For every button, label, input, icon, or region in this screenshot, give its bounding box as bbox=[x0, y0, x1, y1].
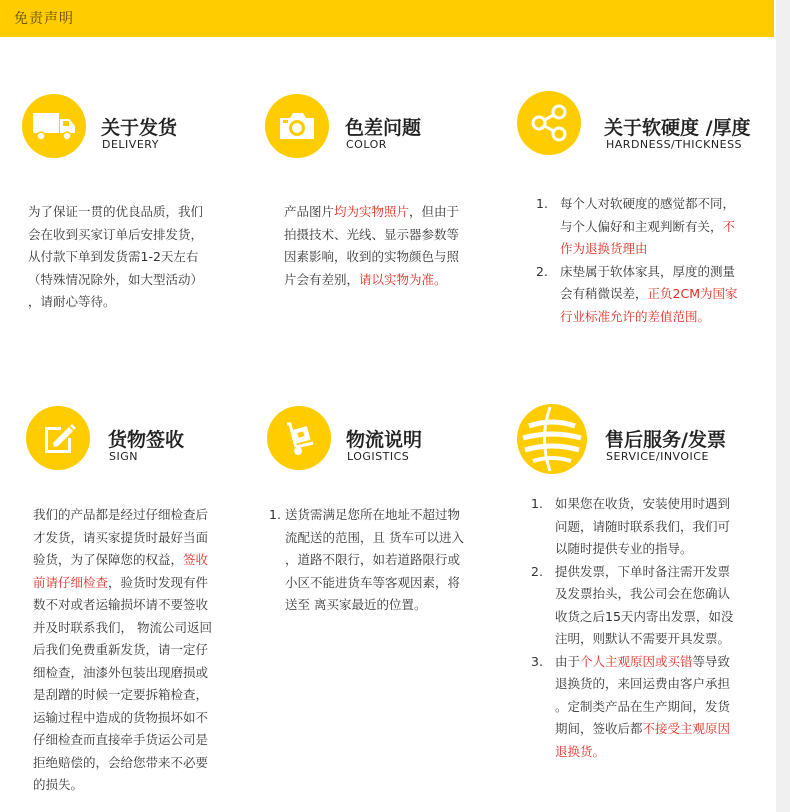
card-text bbox=[284, 201, 504, 291]
text-seg-highlight: 前请仔细检查 bbox=[33, 574, 109, 590]
text-seg: 由于 bbox=[555, 653, 581, 669]
text-seg-highlight: 不 bbox=[722, 218, 736, 234]
text-line: 退换货的，来回运费由客户承担 bbox=[555, 676, 731, 691]
text-line: 拍摄技术、光线、显示器参数等 bbox=[284, 226, 460, 242]
text-line: 仔细检查而直接牵手货运公司是 bbox=[33, 732, 209, 747]
text-line: 并及时联系我们， 物流公司返回 bbox=[33, 619, 212, 635]
globe-icon bbox=[517, 404, 587, 474]
text-seg: 与个人偏好和主观判断有关， bbox=[560, 218, 723, 234]
card-title: 物流说明 bbox=[346, 429, 423, 451]
text-line bbox=[33, 549, 253, 572]
text-line: 行业标准允许的差值范围。 bbox=[560, 308, 711, 324]
card-title: 关于发货 bbox=[101, 117, 178, 139]
text-line: 及发票抬头，我公司会在您确认 bbox=[555, 586, 731, 601]
numbered-list bbox=[269, 504, 497, 617]
card-text bbox=[33, 504, 253, 797]
text-line: 数不对或者运输损坏请不要签收 bbox=[33, 597, 209, 612]
card-subtitle: COLOR bbox=[346, 138, 387, 151]
text-line: ，请耐心等待。 bbox=[28, 294, 116, 309]
list-number: 1. bbox=[536, 196, 548, 211]
text-line: 每个人对软硬度的感觉都不同， bbox=[560, 196, 736, 211]
text-line: 床垫属于软体家具，厚度的测量 bbox=[560, 263, 736, 279]
text-line: 送至 离买家最近的位置。 bbox=[285, 597, 427, 612]
card-subtitle: SERVICE/INVOICE bbox=[606, 450, 709, 463]
text-line: 提供发票，下单时备注需开发票 bbox=[555, 563, 731, 579]
list-number: 2. bbox=[531, 563, 543, 579]
list-number: 3. bbox=[531, 653, 543, 669]
text-line bbox=[555, 651, 771, 674]
text-line: 送货需满足您所在地址不超过物 bbox=[285, 507, 461, 522]
text-seg-highlight: 个人主观原因或买错 bbox=[580, 653, 693, 669]
pen-icon bbox=[26, 406, 90, 470]
text-line bbox=[555, 718, 771, 741]
list-item bbox=[531, 651, 771, 764]
text-line: 从付款下单到发货需1-2天左右 bbox=[28, 249, 199, 264]
text-line: 为了保证一贯的优良品质，我们 bbox=[28, 204, 204, 219]
text-line: 拒绝赔偿的，会给您带来不必要 bbox=[33, 754, 209, 770]
numbered-list bbox=[536, 193, 768, 328]
text-line: 小区不能进货车等客观因素，将 bbox=[285, 574, 461, 590]
text-line: 后我们免费重新发货，请一定仔 bbox=[33, 642, 209, 657]
camera-icon bbox=[265, 94, 329, 158]
text-line: （特殊情况除外，如大型活动） bbox=[28, 271, 204, 287]
card-subtitle: SIGN bbox=[109, 450, 138, 463]
text-seg: 期间，签收后都 bbox=[555, 721, 643, 736]
list-item bbox=[269, 504, 497, 617]
text-seg-highlight: 不接受主观原因 bbox=[642, 721, 731, 736]
card-text bbox=[269, 504, 497, 617]
card-title: 售后服务/发票 bbox=[605, 429, 726, 451]
header-title: 免责声明 bbox=[14, 11, 74, 27]
header-bar bbox=[0, 0, 774, 37]
text-line: 会在收到买家订单后安排发货， bbox=[28, 226, 204, 242]
text-line: 以随时提供专业的指导。 bbox=[555, 541, 693, 556]
text-seg-highlight: 签收 bbox=[183, 552, 209, 567]
list-item bbox=[531, 561, 771, 651]
text-seg: 等导致 bbox=[692, 653, 731, 669]
text-seg: ，验货时发现有件 bbox=[108, 574, 209, 590]
text-line: 细检查，油漆外包装出现磨损或 bbox=[33, 664, 209, 680]
list-number: 1. bbox=[269, 507, 281, 522]
list-item bbox=[536, 193, 768, 261]
text-line: 的损失。 bbox=[33, 777, 84, 792]
list-item bbox=[536, 261, 768, 329]
list-item bbox=[531, 493, 771, 561]
text-seg: ，但由于 bbox=[409, 204, 460, 219]
text-line: 如果您在收货，安装使用时遇到 bbox=[555, 496, 731, 511]
list-number: 1. bbox=[531, 496, 543, 511]
text-seg-highlight: 均为实物照片 bbox=[334, 204, 410, 219]
text-line: 。定制类产品在生产期间，发货 bbox=[555, 698, 731, 714]
text-line: 流配送的范围，且 货车可以进入 bbox=[285, 529, 464, 545]
text-line: 问题，请随时联系我们，我们可 bbox=[555, 518, 731, 534]
text-seg: 片会有差别， bbox=[284, 271, 360, 287]
text-line: 因素影响，收到的实物颜色与照 bbox=[284, 249, 460, 264]
text-line bbox=[284, 201, 504, 224]
card-subtitle: LOGISTICS bbox=[347, 450, 410, 463]
text-line bbox=[33, 572, 253, 595]
card-title: 关于软硬度 /厚度 bbox=[604, 117, 751, 139]
card-text bbox=[531, 493, 771, 763]
text-line: ，道路不限行，如若道路限行或 bbox=[285, 552, 461, 567]
scrollbar[interactable] bbox=[776, 0, 790, 812]
list-number: 2. bbox=[536, 263, 548, 279]
text-line bbox=[284, 269, 504, 292]
text-seg-highlight: 正负2CM为国家 bbox=[647, 286, 738, 301]
text-seg-highlight: 请以实物为准。 bbox=[359, 271, 447, 287]
card-subtitle: HARDNESS/THICKNESS bbox=[606, 138, 743, 151]
truck-icon bbox=[22, 94, 86, 158]
nodes-icon bbox=[517, 91, 581, 155]
hand-truck-icon bbox=[267, 406, 331, 470]
text-line: 退换货。 bbox=[555, 743, 606, 759]
card-title: 货物签收 bbox=[108, 429, 185, 451]
text-line: 才发货，请买家提货时最好当面 bbox=[33, 529, 209, 545]
text-seg: 产品图片 bbox=[284, 204, 335, 219]
text-line: 作为退换货理由 bbox=[560, 241, 648, 256]
card-text bbox=[28, 201, 248, 314]
card-text bbox=[536, 193, 768, 328]
card-subtitle: DELIVERY bbox=[102, 138, 159, 151]
card-title: 色差问题 bbox=[345, 117, 422, 139]
text-line bbox=[554, 216, 768, 239]
text-line: 运输过程中造成的货物损坏如不 bbox=[33, 709, 209, 725]
text-seg: 验货，为了保障您的权益， bbox=[33, 552, 184, 567]
text-line: 我们的产品都是经过仔细检查后 bbox=[33, 507, 209, 522]
text-seg: 会有稍微误差， bbox=[560, 286, 648, 301]
numbered-list bbox=[531, 493, 771, 763]
text-line: 注明，则默认不需要开具发票。 bbox=[555, 631, 731, 646]
text-line: 是刮蹭的时候一定要拆箱检查， bbox=[33, 687, 209, 702]
text-line bbox=[554, 283, 768, 306]
text-line: 收货之后15天内寄出发票，如没 bbox=[555, 608, 734, 624]
